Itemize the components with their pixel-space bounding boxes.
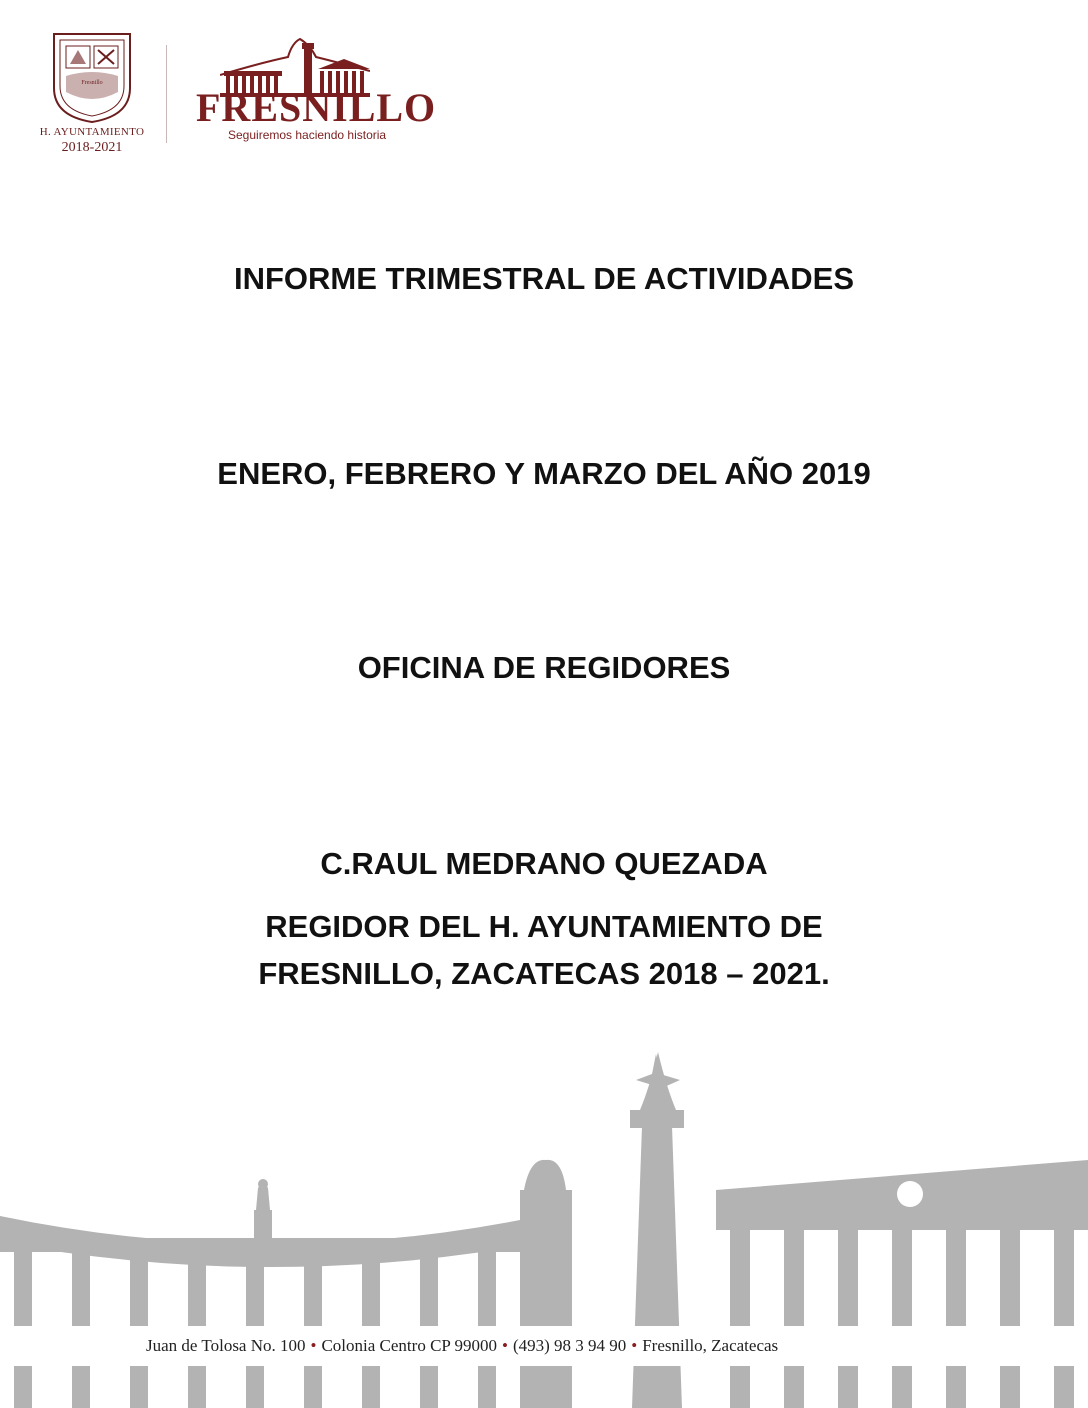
document-period: ENERO, FEBRERO Y MARZO DEL AÑO 2019 (217, 456, 871, 491)
brand-name: FRESNILLO (196, 85, 437, 130)
header-divider (166, 45, 167, 143)
author-position-line2: FRESNILLO, ZACATECAS 2018 – 2021. (258, 956, 830, 991)
author-name: C.RAUL MEDRANO QUEZADA (320, 846, 768, 881)
ayuntamiento-years: 2018-2021 (61, 140, 123, 155)
footer-colonia: Colonia Centro CP 99000 (321, 1336, 497, 1355)
footer-separator: • (631, 1336, 638, 1355)
footer-separator: • (501, 1336, 508, 1355)
footer-street: Juan de Tolosa No. 100 (146, 1336, 306, 1355)
municipal-seal-icon (44, 28, 140, 124)
footer-phone: (493) 98 3 94 90 (512, 1336, 627, 1355)
footer-city: Fresnillo, Zacatecas (642, 1336, 779, 1355)
brand-tagline: Seguiremos haciendo historia (228, 128, 387, 142)
footer-separator: • (310, 1336, 317, 1355)
document-office: OFICINA DE REGIDORES (357, 650, 731, 685)
author-position-line1: REGIDOR DEL H. AYUNTAMIENTO DE (265, 909, 823, 944)
svg-text:Fresnillo: Fresnillo (81, 80, 103, 86)
footer-address (146, 1336, 946, 1356)
ayuntamiento-label: H. AYUNTAMIENTO (39, 126, 145, 138)
document-title: INFORME TRIMESTRAL DE ACTIVIDADES (233, 261, 854, 296)
